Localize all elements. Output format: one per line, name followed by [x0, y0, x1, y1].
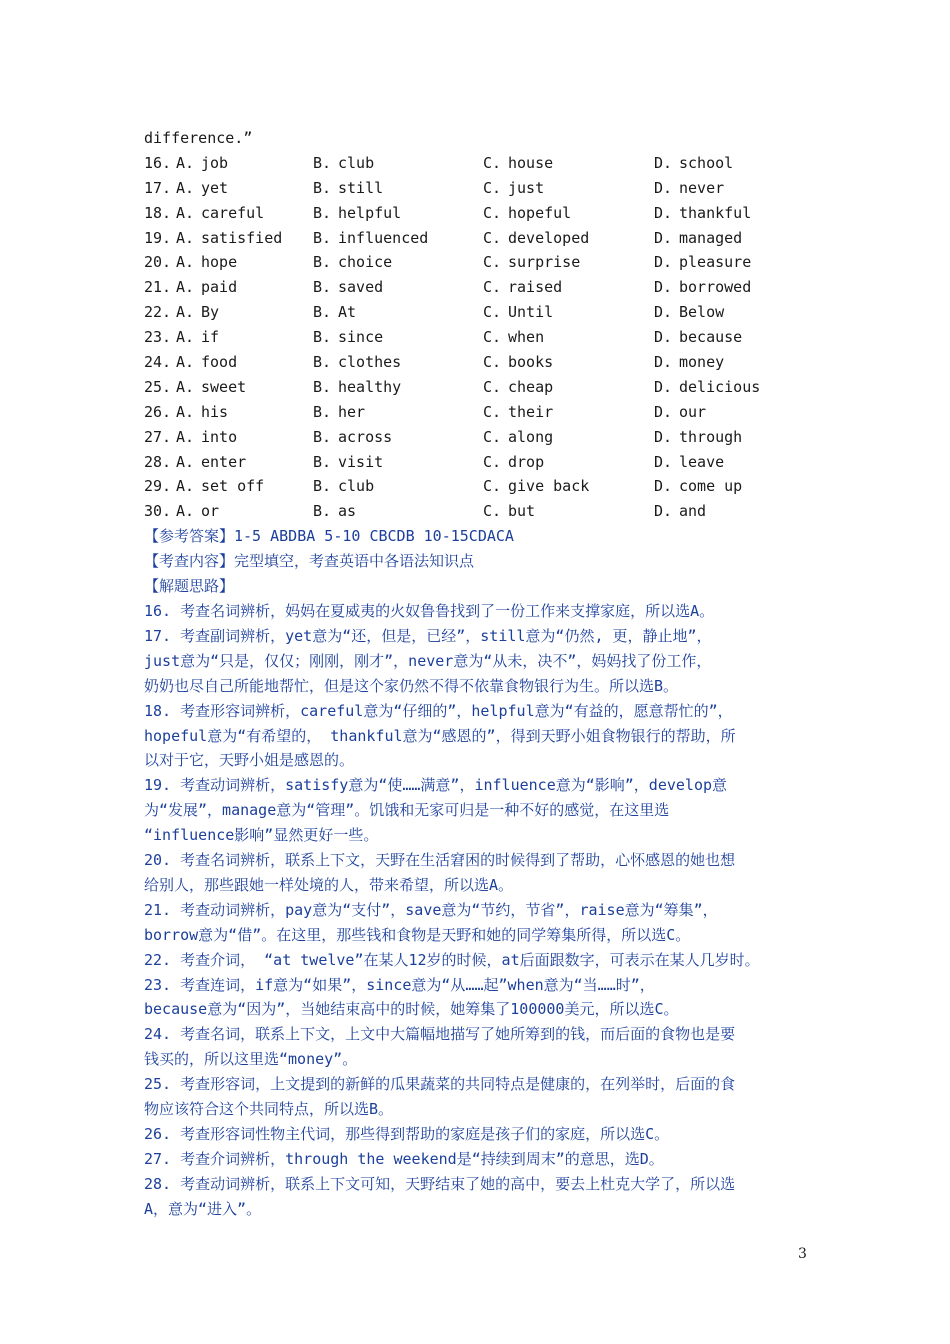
question-number: 30. — [144, 502, 172, 521]
option-c — [483, 499, 654, 524]
option-letter: D. — [654, 452, 673, 471]
option-letter: C. — [483, 353, 502, 372]
question-number: 27. — [144, 427, 172, 446]
option-text: as — [338, 502, 357, 521]
option-text: his — [201, 402, 229, 421]
question-row — [144, 226, 824, 251]
option-text: money — [679, 353, 725, 372]
explanation-line: 16. 考查名词辨析，妈妈在夏威夷的火奴鲁鲁找到了一份工作来支撑家庭，所以选A。 — [144, 601, 715, 620]
option-letter: B. — [313, 353, 332, 372]
option-text: but — [508, 502, 536, 521]
option-letter: C. — [483, 253, 502, 272]
option-text: surprise — [508, 253, 581, 272]
option-d — [654, 176, 824, 201]
explanation-line: “influence影响”显然更好一些。 — [144, 826, 379, 845]
option-d — [654, 275, 824, 300]
option-letter: B. — [313, 153, 332, 172]
option-d — [654, 250, 824, 275]
option-text: still — [338, 178, 384, 197]
option-letter: A. — [176, 328, 195, 347]
option-letter: A. — [176, 253, 195, 272]
option-a — [176, 176, 313, 201]
question-number: 28. — [144, 452, 172, 471]
option-letter: D. — [654, 278, 673, 297]
option-text: hope — [201, 253, 238, 272]
question-number: 25. — [144, 377, 172, 396]
option-text: clothes — [338, 353, 402, 372]
option-letter: B. — [313, 303, 332, 322]
option-text: food — [201, 353, 238, 372]
option-a — [176, 499, 313, 524]
option-text: across — [338, 427, 393, 446]
option-letter: D. — [654, 377, 673, 396]
option-text: along — [508, 427, 554, 446]
option-letter: C. — [483, 402, 502, 421]
option-c — [483, 176, 654, 201]
option-letter: C. — [483, 477, 502, 496]
option-b — [313, 425, 483, 450]
option-text: drop — [508, 452, 545, 471]
option-text: influenced — [338, 228, 429, 247]
explanation-line: 给别人，那些跟她一样处境的人，带来希望，所以选A。 — [144, 875, 514, 894]
option-text: raised — [508, 278, 563, 297]
option-d — [654, 375, 824, 400]
option-b — [313, 250, 483, 275]
option-text: our — [679, 402, 707, 421]
option-d — [654, 425, 824, 450]
option-letter: B. — [313, 253, 332, 272]
page-content — [144, 126, 824, 1222]
option-letter: C. — [483, 427, 502, 446]
option-text: club — [338, 477, 375, 496]
option-c — [483, 375, 654, 400]
option-c — [483, 226, 654, 251]
option-b — [313, 499, 483, 524]
page-number: 3 — [798, 1246, 807, 1262]
option-letter: D. — [654, 328, 673, 347]
question-number: 18. — [144, 203, 172, 222]
option-c — [483, 400, 654, 425]
option-c — [483, 151, 654, 176]
option-letter: B. — [313, 452, 332, 471]
option-letter: D. — [654, 477, 673, 496]
option-a — [176, 201, 313, 226]
option-letter: B. — [313, 178, 332, 197]
explanation-line: 25. 考查形容词，上文提到的新鲜的瓜果蔬菜的共同特点是健康的，在列举时，后面的食 — [144, 1075, 736, 1094]
option-text: and — [679, 502, 707, 521]
option-text: helpful — [338, 203, 402, 222]
explanation-list — [144, 599, 824, 1222]
explanation-line: 19. 考查动词辨析，satisfy意为“使……满意”，influence意为“影响”，develop意 — [144, 776, 728, 795]
option-c — [483, 325, 654, 350]
option-a — [176, 325, 313, 350]
option-a — [176, 275, 313, 300]
option-letter: B. — [313, 377, 332, 396]
option-letter: D. — [654, 502, 673, 521]
question-number: 19. — [144, 228, 172, 247]
question-number: 24. — [144, 353, 172, 372]
option-text: thankful — [679, 203, 752, 222]
option-text: healthy — [338, 377, 402, 396]
option-d — [654, 151, 824, 176]
option-letter: D. — [654, 427, 673, 446]
answer-key: 【参考答案】1-5 ABDBA 5-10 CBCDB 10-15CDACA — [144, 527, 514, 546]
option-letter: C. — [483, 203, 502, 222]
question-row — [144, 474, 824, 499]
option-letter: D. — [654, 228, 673, 247]
question-number: 29. — [144, 477, 172, 496]
option-text: choice — [338, 253, 393, 272]
question-number: 16. — [144, 153, 172, 172]
option-text: cheap — [508, 377, 554, 396]
question-row — [144, 201, 824, 226]
option-letter: C. — [483, 303, 502, 322]
explanation-line: borrow意为“借”。在这里，那些钱和食物是天野和她的同学筹集所得，所以选C。 — [144, 925, 691, 944]
option-text: satisfied — [201, 228, 283, 247]
option-text: careful — [201, 203, 265, 222]
option-text: enter — [201, 452, 247, 471]
option-d — [654, 450, 824, 475]
question-row — [144, 450, 824, 475]
option-d — [654, 499, 824, 524]
option-letter: A. — [176, 178, 195, 197]
option-letter: D. — [654, 353, 673, 372]
option-a — [176, 425, 313, 450]
explanation-line: 17. 考查副词辨析，yet意为“还，但是，已经”，still意为“仍然, 更，静止地”， — [144, 626, 712, 645]
option-b — [313, 151, 483, 176]
option-b — [313, 325, 483, 350]
option-letter: B. — [313, 328, 332, 347]
option-letter: C. — [483, 278, 502, 297]
option-letter: B. — [313, 203, 332, 222]
explanation-line: 钱买的，所以这里选“money”。 — [144, 1050, 358, 1069]
question-number: 23. — [144, 328, 172, 347]
option-text: managed — [679, 228, 743, 247]
option-letter: A. — [176, 303, 195, 322]
option-d — [654, 400, 824, 425]
option-letter: A. — [176, 278, 195, 297]
option-letter: C. — [483, 153, 502, 172]
option-letter: B. — [313, 228, 332, 247]
option-a — [176, 151, 313, 176]
option-a — [176, 400, 313, 425]
option-letter: C. — [483, 228, 502, 247]
option-letter: A. — [176, 153, 195, 172]
option-a — [176, 375, 313, 400]
content-line: 【考查内容】完型填空，考查英语中各语法知识点 — [144, 552, 475, 571]
explanation-line: 18. 考查形容词辨析，careful意为“仔细的”，helpful意为“有益的，愿意帮忙的”， — [144, 701, 733, 720]
question-row — [144, 151, 824, 176]
option-letter: C. — [483, 178, 502, 197]
option-text: if — [201, 328, 220, 347]
option-text: come up — [679, 477, 743, 496]
option-text: Until — [508, 303, 554, 322]
option-text: club — [338, 153, 375, 172]
option-a — [176, 474, 313, 499]
option-letter: A. — [176, 228, 195, 247]
option-letter: C. — [483, 452, 502, 471]
explanation-line: 28. 考查动词辨析，联系上下文可知，天野结束了她的高中，要去上杜克大学了，所以选 — [144, 1174, 736, 1193]
explanation-line: 21. 考查动词辨析，pay意为“支付”，save意为“节约，节省”，raise意为“筹集”， — [144, 900, 718, 919]
option-b — [313, 300, 483, 325]
option-text: developed — [508, 228, 590, 247]
question-row — [144, 250, 824, 275]
option-text: books — [508, 353, 554, 372]
option-a — [176, 300, 313, 325]
option-a — [176, 226, 313, 251]
option-letter: A. — [176, 427, 195, 446]
option-b — [313, 474, 483, 499]
option-b — [313, 450, 483, 475]
question-row — [144, 325, 824, 350]
option-b — [313, 226, 483, 251]
question-number: 21. — [144, 278, 172, 297]
option-d — [654, 226, 824, 251]
explanation-line: 23. 考查连词，if意为“如果”，since意为“从……起”when意为“当……时”， — [144, 975, 655, 994]
question-number: 17. — [144, 178, 172, 197]
option-letter: A. — [176, 203, 195, 222]
option-letter: B. — [313, 477, 332, 496]
explanation-line: just意为“只是，仅仅；刚刚，刚才”，never意为“从未，决不”，妈妈找了份工作， — [144, 651, 712, 670]
option-a — [176, 450, 313, 475]
option-letter: C. — [483, 328, 502, 347]
question-row — [144, 499, 824, 524]
option-text: job — [201, 153, 229, 172]
option-letter: D. — [654, 178, 673, 197]
option-b — [313, 350, 483, 375]
explanation-line: 24. 考查名词，联系上下文，上文中大篇幅地描写了她所筹到的钱，而后面的食物也是要 — [144, 1025, 736, 1044]
option-letter: D. — [654, 203, 673, 222]
option-d — [654, 474, 824, 499]
option-letter: D. — [654, 303, 673, 322]
option-text: because — [679, 328, 743, 347]
option-text: into — [201, 427, 238, 446]
option-c — [483, 450, 654, 475]
option-text: At — [338, 303, 357, 322]
option-text: through — [679, 427, 743, 446]
option-letter: C. — [483, 502, 502, 521]
option-b — [313, 375, 483, 400]
option-text: Below — [679, 303, 725, 322]
question-number: 22. — [144, 303, 172, 322]
option-letter: A. — [176, 402, 195, 421]
question-row — [144, 425, 824, 450]
option-text: their — [508, 402, 554, 421]
option-letter: A. — [176, 377, 195, 396]
explanation-line: because意为“因为”，当她结束高中的时候，她筹集了100000美元，所以选C。 — [144, 1000, 679, 1019]
approach-heading: 【解题思路】 — [144, 577, 235, 596]
question-row — [144, 275, 824, 300]
option-b — [313, 176, 483, 201]
question-row — [144, 350, 824, 375]
explanation-line: 20. 考查名词辨析，联系上下文，天野在生活窘困的时候得到了帮助，心怀感恩的她也想 — [144, 851, 736, 870]
option-b — [313, 275, 483, 300]
question-row — [144, 176, 824, 201]
question-row — [144, 400, 824, 425]
option-a — [176, 250, 313, 275]
explanation-line: 22. 考查介词， “at twelve”在某人12岁的时候，at后面跟数字，可表示在某人几岁时。 — [144, 950, 760, 969]
option-text: since — [338, 328, 384, 347]
option-text: pleasure — [679, 253, 752, 272]
question-number: 20. — [144, 253, 172, 272]
option-c — [483, 300, 654, 325]
option-d — [654, 300, 824, 325]
option-text: set off — [201, 477, 265, 496]
option-text: never — [679, 178, 725, 197]
option-letter: B. — [313, 427, 332, 446]
option-letter: C. — [483, 377, 502, 396]
option-text: yet — [201, 178, 229, 197]
option-text: By — [201, 303, 220, 322]
explanation-line: 27. 考查介词辨析，through the weekend是“持续到周末”的意思，选D。 — [144, 1149, 664, 1168]
option-text: leave — [679, 452, 725, 471]
option-c — [483, 275, 654, 300]
option-text: school — [679, 153, 734, 172]
explanation-line: hopeful意为“有希望的， thankful意为“感恩的”，得到天野小姐食物银行的帮助，所 — [144, 726, 736, 745]
option-letter: B. — [313, 402, 332, 421]
option-text: just — [508, 178, 545, 197]
option-c — [483, 425, 654, 450]
option-text: delicious — [679, 377, 761, 396]
question-row — [144, 300, 824, 325]
option-letter: B. — [313, 502, 332, 521]
explanation-line: 为“发展”，manage意为“管理”。饥饿和无家可归是一种不好的感觉，在这里选 — [144, 801, 670, 820]
option-letter: D. — [654, 253, 673, 272]
option-text: or — [201, 502, 220, 521]
question-row — [144, 375, 824, 400]
option-letter: A. — [176, 452, 195, 471]
option-text: sweet — [201, 377, 247, 396]
explanation-line: 以对于它，天野小姐是感恩的。 — [144, 751, 355, 770]
option-letter: A. — [176, 353, 195, 372]
intro-line: difference.” — [144, 129, 253, 147]
option-c — [483, 201, 654, 226]
option-text: house — [508, 153, 554, 172]
option-d — [654, 325, 824, 350]
option-text: borrowed — [679, 278, 752, 297]
option-text: paid — [201, 278, 238, 297]
option-letter: D. — [654, 402, 673, 421]
explanation-line: A，意为“进入”。 — [144, 1199, 262, 1218]
option-text: hopeful — [508, 203, 572, 222]
option-c — [483, 474, 654, 499]
option-letter: B. — [313, 278, 332, 297]
option-c — [483, 250, 654, 275]
option-c — [483, 350, 654, 375]
option-text: visit — [338, 452, 384, 471]
explanation-line: 奶奶也尽自己所能地帮忙，但是这个家仍然不得不依靠食物银行为生。所以选B。 — [144, 676, 679, 695]
option-a — [176, 350, 313, 375]
explanation-line: 物应该符合这个共同特点，所以选B。 — [144, 1100, 394, 1119]
option-text: give back — [508, 477, 590, 496]
option-letter: A. — [176, 477, 195, 496]
explanation-line: 26. 考查形容词性物主代词，那些得到帮助的家庭是孩子们的家庭，所以选C。 — [144, 1125, 670, 1144]
option-text: saved — [338, 278, 384, 297]
option-b — [313, 400, 483, 425]
question-list — [144, 151, 824, 524]
option-letter: A. — [176, 502, 195, 521]
option-d — [654, 350, 824, 375]
option-text: when — [508, 328, 545, 347]
option-letter: D. — [654, 153, 673, 172]
option-text: her — [338, 402, 366, 421]
option-d — [654, 201, 824, 226]
option-b — [313, 201, 483, 226]
question-number: 26. — [144, 402, 172, 421]
